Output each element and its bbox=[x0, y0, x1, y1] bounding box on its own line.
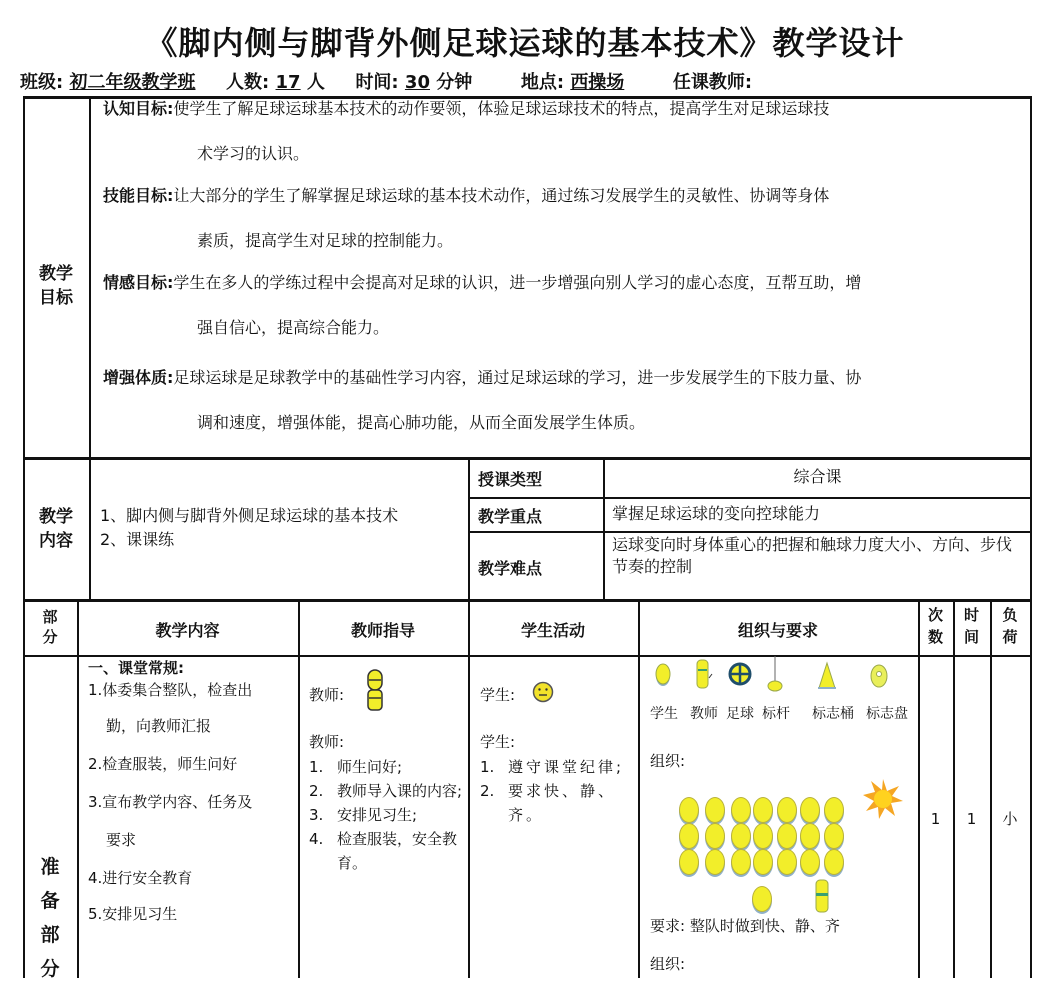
duration-value: 1 bbox=[966, 810, 977, 828]
teacher-icon bbox=[365, 668, 385, 712]
time-label: 时间: bbox=[355, 72, 399, 93]
student-label: 学生: bbox=[480, 733, 516, 751]
load-value: 小 bbox=[1002, 810, 1018, 828]
student-step: 1. 遵守课堂纪律; bbox=[480, 758, 625, 776]
leader-student-marker bbox=[752, 886, 772, 912]
teacher-steps bbox=[309, 755, 464, 875]
part-label-preparation: 准 备 部 分 bbox=[40, 856, 60, 980]
header-times: 次 数 bbox=[927, 606, 943, 646]
time-unit: 分钟 bbox=[436, 72, 473, 93]
legend-pole: 标杆 bbox=[762, 706, 790, 722]
objective-skill: 技能目标:让大部分的学生了解掌握足球运球的基本技术动作，通过练习发展学生的灵敏性、协调等身体 素质，提高学生对足球的控制能力。 bbox=[103, 186, 830, 250]
content-label: 教学 内容 bbox=[39, 507, 73, 551]
count-unit: 人 bbox=[306, 72, 325, 93]
content-items bbox=[100, 504, 465, 552]
org-requirement: 要求: 整队时做到快、静、齐 bbox=[650, 917, 840, 935]
place-label: 地点: bbox=[520, 72, 565, 93]
content-step: 5.安排见习生 bbox=[88, 905, 178, 923]
lesson-type-value: 综合课 bbox=[793, 467, 842, 486]
document-title: 《脚内侧与脚背外侧足球运球的基本技术》教学设计 bbox=[145, 24, 905, 62]
objective-fitness: 增强体质:足球运球是足球教学中的基础性学习内容，通过足球运球的学习，进一步发展学生的下肢力量、协 调和速度，增强体能，提高心肺功能，从而全面发展学生体质。 bbox=[103, 368, 862, 432]
teacher-position-icon bbox=[814, 878, 830, 914]
content-step: 1.体委集合整队，检查出 bbox=[88, 681, 253, 699]
class-value: 初二年级教学班 bbox=[69, 72, 196, 93]
time-value: 30 bbox=[404, 72, 430, 93]
org-label-2: 组织: bbox=[650, 955, 686, 973]
difficulty-label: 教学难点 bbox=[478, 559, 543, 578]
content-step: 2.检查服装，师生问好 bbox=[88, 755, 238, 773]
count-label: 人数: bbox=[226, 72, 270, 93]
legend-student: 学生 bbox=[650, 706, 678, 722]
teacher-marker-icon bbox=[693, 658, 713, 690]
legend-disc: 标志盘 bbox=[866, 706, 908, 722]
objective-cognitive: 认知目标:使学生了解足球运球基本技术的动作要领，体验足球运球技术的特点，提高学生对足球运球技 术学习的认识。 bbox=[103, 99, 830, 163]
header-teacher: 教师指导 bbox=[350, 621, 415, 640]
times-value: 1 bbox=[930, 810, 941, 828]
legend-cone: 标志桶 bbox=[812, 706, 854, 722]
content-item: 2、课课练 bbox=[100, 530, 175, 549]
difficulty-value: 运球变向时身体重心的把握和触球力度大小、方向、步伐节奏的控制 bbox=[612, 535, 1013, 576]
student-icon-label: 学生: bbox=[480, 686, 516, 704]
key-point-value: 掌握足球运球的变向控球能力 bbox=[612, 504, 821, 523]
teacher-label: 任课教师: bbox=[672, 72, 753, 93]
student-step: 2. 要求快、静、齐。 bbox=[480, 782, 617, 824]
student-marker-icon bbox=[654, 662, 672, 688]
key-point-label: 教学重点 bbox=[478, 507, 543, 526]
content-step: 3.宣布教学内容、任务及 bbox=[88, 793, 253, 811]
header-org: 组织与要求 bbox=[737, 621, 818, 640]
header-part: 部 分 bbox=[42, 608, 58, 646]
teacher-step: 1. 师生问好; bbox=[309, 758, 403, 776]
cone-icon bbox=[817, 661, 837, 691]
lesson-type-label: 授课类型 bbox=[478, 470, 543, 489]
sun-icon bbox=[862, 778, 904, 820]
content-step: 4.进行安全教育 bbox=[88, 869, 193, 887]
place-value: 西操场 bbox=[570, 72, 625, 93]
header-content: 教学内容 bbox=[155, 621, 220, 640]
content-step: 勤，向教师汇报 bbox=[106, 717, 212, 735]
teacher-icon-label: 教师: bbox=[309, 686, 345, 704]
smiley-icon bbox=[532, 681, 554, 703]
header-duration: 时 间 bbox=[963, 606, 979, 646]
football-icon bbox=[728, 662, 752, 686]
org-label: 组织: bbox=[650, 752, 686, 770]
teacher-label: 教师: bbox=[309, 733, 345, 751]
header-student: 学生活动 bbox=[520, 621, 585, 640]
student-steps bbox=[480, 755, 635, 827]
legend-football: 足球 bbox=[726, 706, 754, 722]
objectives-label: 教学 目标 bbox=[39, 264, 73, 308]
legend-teacher: 教师 bbox=[690, 706, 718, 722]
content-item: 1、脚内侧与脚背外侧足球运球的基本技术 bbox=[100, 506, 399, 525]
count-value: 17 bbox=[275, 72, 301, 93]
class-label: 班级: bbox=[20, 72, 64, 93]
content-heading: 一、课堂常规: bbox=[88, 659, 184, 677]
objective-affective: 情感目标:学生在多人的学练过程中会提高对足球的认识，进一步增强向别人学习的虚心态度，互帮互助，增 强自信心，提高综合能力。 bbox=[103, 273, 862, 337]
content-step: 要求 bbox=[106, 831, 137, 849]
header-load: 负 荷 bbox=[1002, 606, 1018, 646]
teacher-step: 4. 检查服装，安全教育。 bbox=[309, 830, 458, 872]
pole-icon bbox=[765, 656, 785, 692]
row-content bbox=[88, 657, 296, 925]
teacher-step: 2. 教师导入课的内容; bbox=[309, 782, 463, 800]
marker-disc-icon bbox=[869, 662, 889, 690]
teacher-step: 3. 安排见习生; bbox=[309, 806, 418, 824]
